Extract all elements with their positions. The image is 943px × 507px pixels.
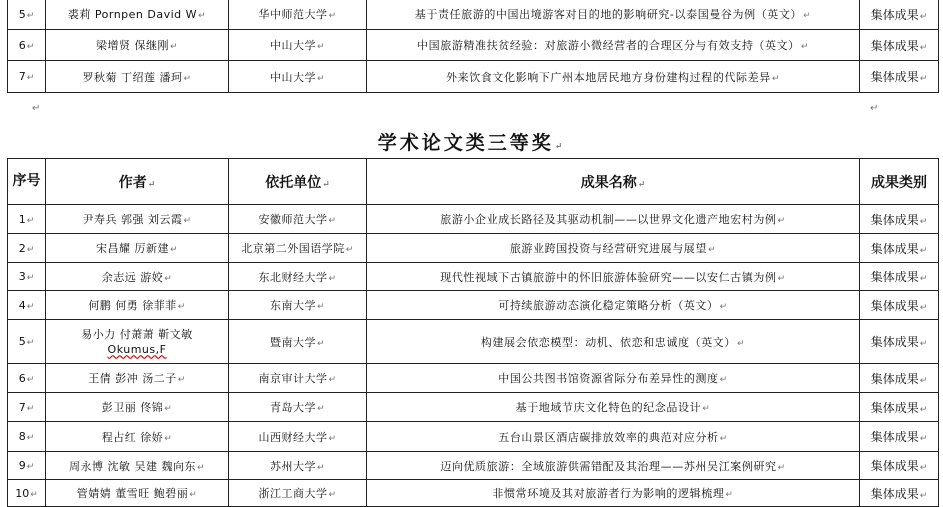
row-number: 7↵ <box>8 393 46 422</box>
table-row <box>8 234 939 263</box>
category-cell: 集体成果↵ <box>860 263 939 291</box>
category-cell: 集体成果↵ <box>860 205 939 234</box>
title-cell: 基于责任旅游的中国出境游客对目的地的影响研究-以泰国曼谷为例（英文）↵ <box>367 0 860 30</box>
category-cell: 集体成果↵ <box>860 480 939 507</box>
row-number: 7↵ <box>8 61 46 93</box>
table-row <box>8 30 939 61</box>
table-header-row <box>8 159 939 205</box>
unit-cell: 北京第二外国语学院↵ <box>229 234 367 263</box>
section-title: 学术论文类三等奖↵ <box>377 132 566 154</box>
table-row <box>8 205 939 234</box>
header-no: 序号 <box>8 159 46 205</box>
row-number: 1↵ <box>8 205 46 234</box>
category-cell: 集体成果↵ <box>860 61 939 93</box>
title-cell: 外来饮食文化影响下广州本地居民地方身份建构过程的代际差异↵ <box>367 61 860 93</box>
authors-cell: 宋昌耀 厉新建↵ <box>46 234 229 263</box>
row-number: 2↵ <box>8 234 46 263</box>
category-cell: 集体成果↵ <box>860 422 939 452</box>
category-cell: 集体成果↵ <box>860 364 939 393</box>
title-cell: 旅游小企业成长路径及其驱动机制——以世界文化遗产地宏村为例↵ <box>367 205 860 234</box>
category-cell: 集体成果↵ <box>860 320 939 364</box>
title-cell: 构建展会依恋模型：动机、依恋和忠诚度（英文）↵ <box>367 320 860 364</box>
table-row <box>8 364 939 393</box>
header-authors: 作者↵ <box>46 159 229 205</box>
third-prize-table <box>7 158 939 507</box>
authors-cell: 管婧婧 董雪旺 鲍碧丽↵ <box>46 480 229 507</box>
authors-cell: 程占红 徐娇↵ <box>46 422 229 452</box>
unit-cell: 浙江工商大学↵ <box>229 480 367 507</box>
unit-cell: 南京审计大学↵ <box>229 364 367 393</box>
category-cell: 集体成果↵ <box>860 452 939 480</box>
category-cell: 集体成果↵ <box>860 234 939 263</box>
header-category: 成果类别 <box>860 159 939 205</box>
category-cell: 集体成果↵ <box>860 0 939 30</box>
title-cell: 中国旅游精准扶贫经验：对旅游小微经营者的合理区分与有效支持（英文）↵ <box>367 30 860 61</box>
unit-cell: 暨南大学↵ <box>229 320 367 364</box>
row-number: 6↵ <box>8 364 46 393</box>
table-row <box>8 61 939 93</box>
table-row <box>8 452 939 480</box>
title-cell: 迈向优质旅游：全域旅游供需错配及其治理——苏州吴江案例研究↵ <box>367 452 860 480</box>
authors-cell: 梁增贤 保继刚↵ <box>46 30 229 61</box>
title-cell: 非惯常环境及其对旅游者行为影响的逻辑梳理↵ <box>367 480 860 507</box>
authors-cell: 彭卫丽 佟锦↵ <box>46 393 229 422</box>
authors-cell: 罗秋菊 丁绍莲 潘珂↵ <box>46 61 229 93</box>
table-row <box>8 320 939 364</box>
table-row <box>8 422 939 452</box>
unit-cell: 中山大学↵ <box>229 30 367 61</box>
row-number: 5↵ <box>8 320 46 364</box>
table-row <box>8 0 939 30</box>
paragraph-mark: ↵ <box>32 103 41 114</box>
header-title: 成果名称↵ <box>367 159 860 205</box>
category-cell: 集体成果↵ <box>860 393 939 422</box>
authors-cell: 余志远 游姣↵ <box>46 263 229 291</box>
row-number: 9↵ <box>8 452 46 480</box>
authors-cell: 尹寿兵 郭强 刘云霞↵ <box>46 205 229 234</box>
table-row <box>8 393 939 422</box>
row-number: 4↵ <box>8 291 46 320</box>
unit-cell: 青岛大学↵ <box>229 393 367 422</box>
title-cell: 可持续旅游动态演化稳定策略分析（英文）↵ <box>367 291 860 320</box>
authors-cell: 周永博 沈敏 吴建 魏向东↵ <box>46 452 229 480</box>
row-number: 6↵ <box>8 30 46 61</box>
unit-cell: 东北财经大学↵ <box>229 263 367 291</box>
table-row <box>8 480 939 507</box>
top-award-table <box>7 0 939 93</box>
row-number: 10↵ <box>8 480 46 507</box>
unit-cell: 东南大学↵ <box>229 291 367 320</box>
header-unit: 依托单位↵ <box>229 159 367 205</box>
authors-cell: 何鹏 何勇 徐菲菲↵ <box>46 291 229 320</box>
authors-cell: 易小力 付萧萧 靳文敏 Okumus,F <box>46 320 229 364</box>
authors-cell: 裘莉 Pornpen David W↵ <box>46 0 229 30</box>
table-row <box>8 291 939 320</box>
title-cell: 现代性视域下古镇旅游中的怀旧旅游体验研究——以安仁古镇为例↵ <box>367 263 860 291</box>
category-cell: 集体成果↵ <box>860 291 939 320</box>
unit-cell: 中山大学↵ <box>229 61 367 93</box>
row-number: 8↵ <box>8 422 46 452</box>
title-cell: 基于地域节庆文化特色的纪念品设计↵ <box>367 393 860 422</box>
paragraph-mark: ↵ <box>870 103 879 114</box>
title-cell: 五台山景区酒店碳排放效率的典范对应分析↵ <box>367 422 860 452</box>
title-cell: 旅游业跨国投资与经营研究进展与展望↵ <box>367 234 860 263</box>
unit-cell: 山西财经大学↵ <box>229 422 367 452</box>
unit-cell: 苏州大学↵ <box>229 452 367 480</box>
category-cell: 集体成果↵ <box>860 30 939 61</box>
title-cell: 中国公共图书馆资源省际分布差异性的测度↵ <box>367 364 860 393</box>
row-number: 5↵ <box>8 0 46 30</box>
authors-cell: 王倩 彭冲 汤二子↵ <box>46 364 229 393</box>
unit-cell: 安徽师范大学↵ <box>229 205 367 234</box>
unit-cell: 华中师范大学↵ <box>229 0 367 30</box>
table-row <box>8 263 939 291</box>
row-number: 3↵ <box>8 263 46 291</box>
